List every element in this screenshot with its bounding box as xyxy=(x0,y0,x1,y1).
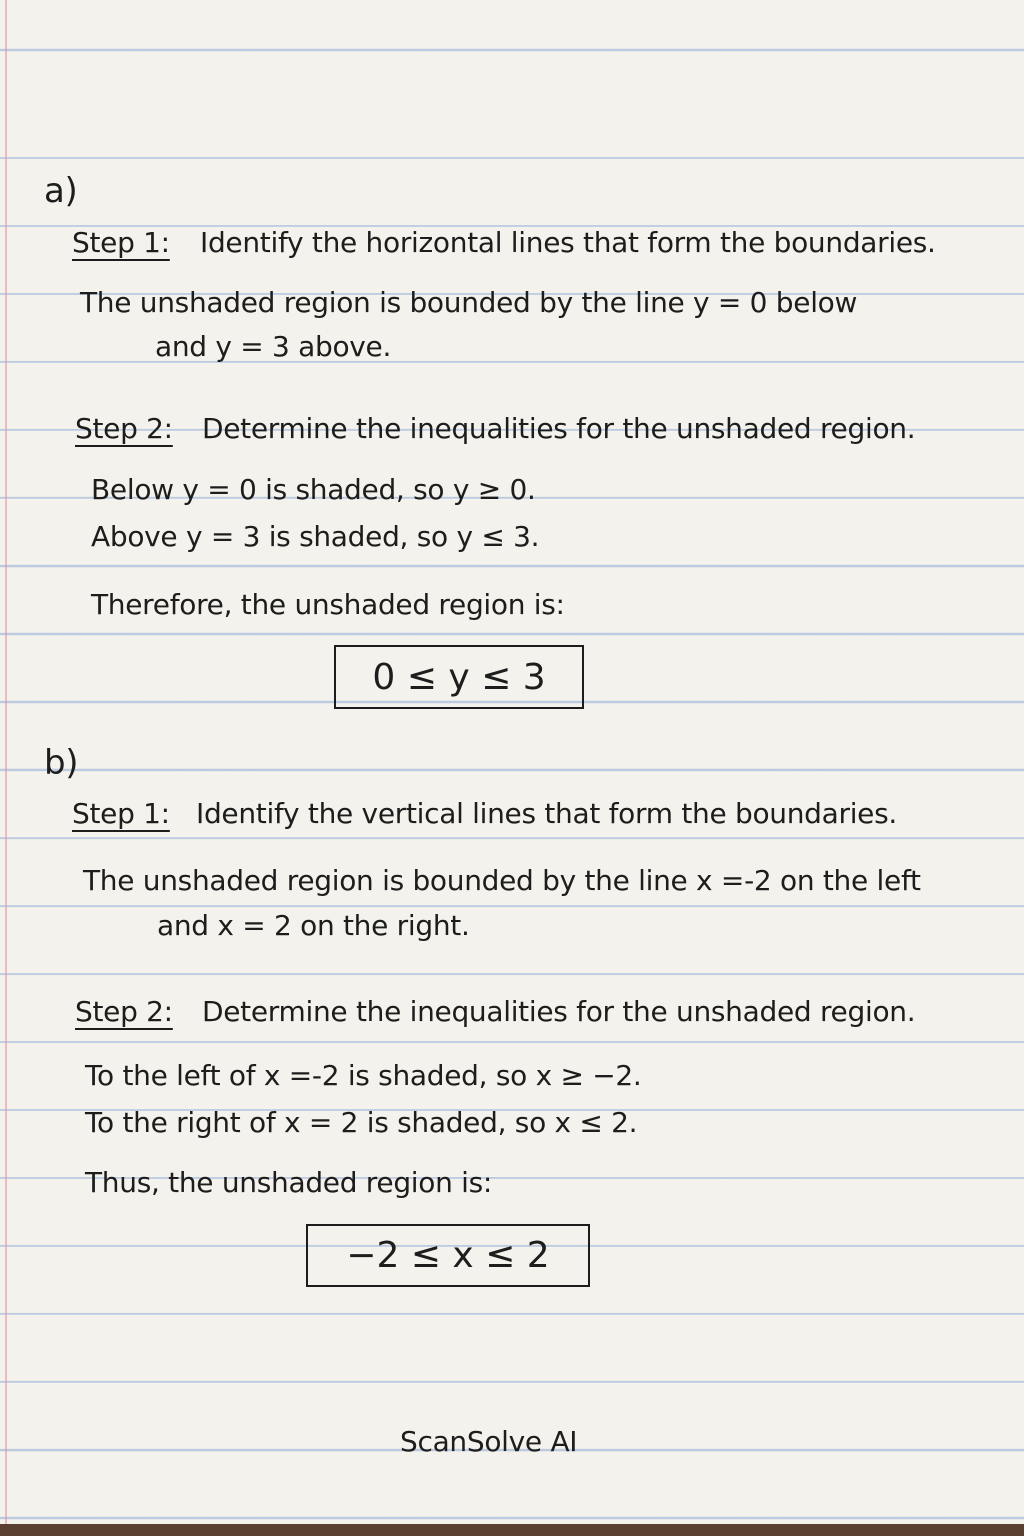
part-b-step2-heading: Step 2: xyxy=(75,995,173,1028)
part-a-step1-text: Identify the horizontal lines that form the boundaries. xyxy=(200,226,936,259)
part-b-step1-heading: Step 1: xyxy=(72,797,170,830)
part-a-step2-heading: Step 2: xyxy=(75,412,173,445)
part-a-step1-line1: The unshaded region is bounded by the line y = 0 below xyxy=(80,286,858,319)
part-b-conclusion: Thus, the unshaded region is: xyxy=(85,1166,493,1199)
part-b-answer: −2 ≤ x ≤ 2 xyxy=(346,1235,550,1276)
part-a-step1-heading: Step 1: xyxy=(72,226,170,259)
part-b-answer-box xyxy=(306,1224,590,1287)
part-a-answer-box xyxy=(334,645,584,709)
part-b-step1-text: Identify the vertical lines that form the boundaries. xyxy=(196,797,897,830)
part-a-step2-text: Determine the inequalities for the unshaded region. xyxy=(202,412,916,445)
part-a-step1-line2: and y = 3 above. xyxy=(155,330,392,363)
part-b-step1-line1: The unshaded region is bounded by the line x =-2 on the left xyxy=(83,864,921,897)
part-b-label: b) xyxy=(44,743,79,783)
part-a-conclusion: Therefore, the unshaded region is: xyxy=(91,588,565,621)
part-b-step1-line2: and x = 2 on the right. xyxy=(157,909,470,942)
part-b-step2-line1: To the left of x =-2 is shaded, so x ≥ −2. xyxy=(85,1059,642,1092)
part-a-step2-line2: Above y = 3 is shaded, so y ≤ 3. xyxy=(91,520,540,553)
part-a-step2-line1: Below y = 0 is shaded, so y ≥ 0. xyxy=(91,473,536,506)
part-b-step2-line2: To the right of x = 2 is shaded, so x ≤ 2. xyxy=(85,1106,638,1139)
part-b-step2-text: Determine the inequalities for the unshaded region. xyxy=(202,995,916,1028)
margin-line xyxy=(5,0,7,1536)
footer-brand: ScanSolve AI xyxy=(400,1425,578,1458)
part-a-answer: 0 ≤ y ≤ 3 xyxy=(372,656,546,698)
part-a-label: a) xyxy=(44,171,78,211)
table-edge xyxy=(0,1524,1024,1536)
